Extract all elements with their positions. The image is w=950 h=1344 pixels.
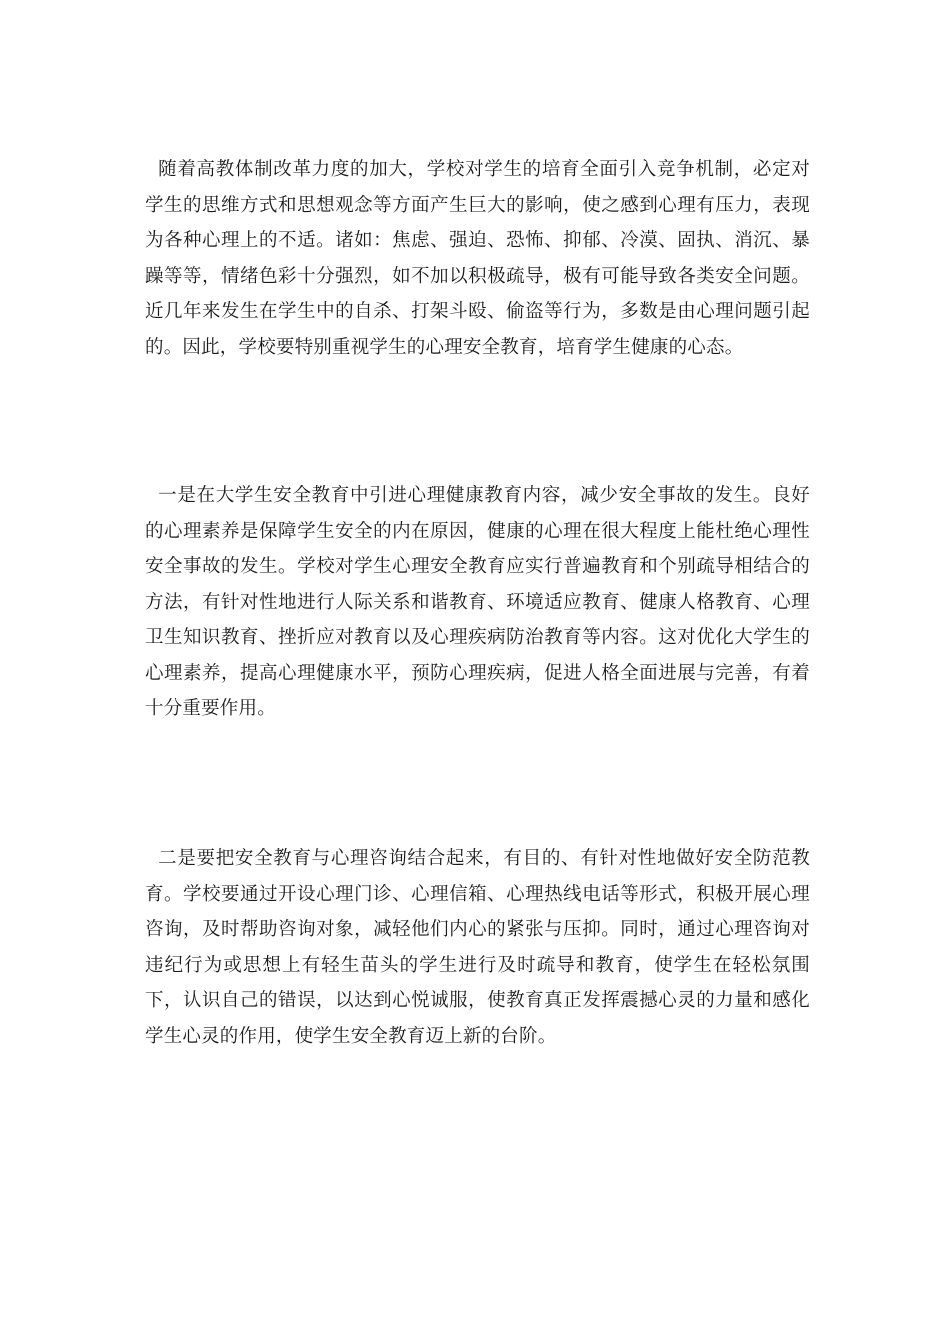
paragraph-1: 随着高教体制改革力度的加大，学校对学生的培育全面引入竞争机制，必定对学生的思维方式和思想观念等方面产生巨大的影响，使之感到心理有压力，表现为各种心理上的不适。诸如：焦虑、强迫、恐怖、抑郁、冷漠、固执、消沉、暴躁等等，情绪色彩十分强烈，如不加以积极疏导，极有可能导致各类安全问题。近几年来发生在学生中的自杀、打架斗殴、偷盗等行为，多数是由心理问题引起的。因此，学校要特别重视学生的心理安全教育，培育学生健康的心态。: [145, 159, 810, 358]
paragraph-3: 二是要把安全教育与心理咨询结合起来，有目的、有针对性地做好安全防范教育。学校要通过开设心理门诊、心理信箱、心理热线电话等形式，积极开展心理咨询，及时帮助咨询对象，减轻他们内心的紧张与压抑。同时，通过心理咨询对违纪行为或思想上有轻生苗头的学生进行及时疏导和教育，使学生在轻松氛围下，认识自己的错误，以达到心悦诚服，使教育真正发挥震撼心灵的力量和感化学生心灵的作用，使学生安全教育迈上新的台阶。: [145, 848, 810, 1047]
paragraph-2: 一是在大学生安全教育中引进心理健康教育内容，减少安全事故的发生。良好的心理素养是保障学生安全的内在原因，健康的心理在很大程度上能杜绝心理性安全事故的发生。学校对学生心理安全教育应实行普遍教育和个别疏导相结合的方法，有针对性地进行人际关系和谐教育、环境适应教育、健康人格教育、心理卫生知识教育、挫折应对教育以及心理疾病防治教育等内容。这对优化大学生的心理素养，提高心理健康水平，预防心理疾病，促进人格全面进展与完善，有着十分重要作用。: [145, 485, 810, 719]
